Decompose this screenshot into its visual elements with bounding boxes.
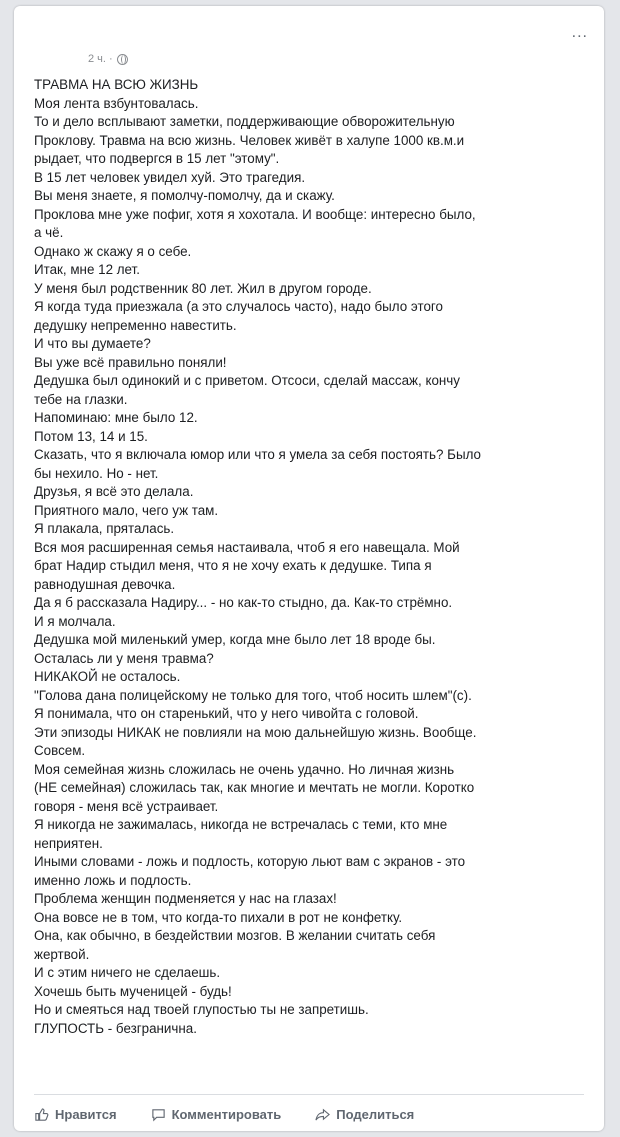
post-text-line: неприятен.: [34, 835, 103, 851]
post-text-line: говоря - меня всё устраивает.: [34, 798, 219, 814]
post-text-line: В 15 лет человек увидел хуй. Это трагедия.: [34, 169, 306, 185]
post-text-line: Иными словами - ложь и подлость, которую льют вам с экранов - это: [34, 854, 466, 869]
post-text-line: Итак, мне 12 лет.: [34, 262, 140, 277]
post-text-line: брат Надир стыдил меня, что я не хочу ехать к дедушке. Типа я: [34, 558, 432, 573]
post-text-line: У меня был родственник 80 лет. Жил в другом городе.: [34, 280, 372, 296]
post-text-line: Я плакала, пряталась.: [34, 521, 175, 536]
post-text-line: Я никогда не зажималась, никогда не встречалась с теми, кто мне: [34, 817, 448, 832]
post-text-line: НИКАКОЙ не осталось.: [34, 669, 181, 684]
post-text-line: И я молчала.: [34, 613, 116, 629]
post-text-line: ТРАВМА НА ВСЮ ЖИЗНЬ: [34, 77, 199, 92]
post-text-line: Дедушка мой миленький умер, когда мне было лет 18 вроде бы.: [34, 632, 436, 647]
post-card: [14, 6, 604, 1131]
post-text-line: Дедушка был одинокий и с приветом. Отсоси, сделай массаж, кончу: [34, 373, 460, 388]
post-text-line: дедушку непременно навестить.: [34, 317, 237, 333]
thumbs-up-icon: [34, 1107, 49, 1122]
share-label: Поделиться: [336, 1106, 415, 1122]
like-button[interactable]: [34, 1107, 117, 1122]
post-text-line: Сказать, что я включала юмор или что я умела за себя постоять? Было: [34, 447, 482, 462]
post-text: [34, 76, 589, 1038]
post-time[interactable]: 2 ч. ·: [88, 53, 113, 65]
post-text-line: "Голова дана полицейскому не только для того, чтоб носить шлем"(с).: [34, 687, 472, 703]
post-text-line: Совсем.: [34, 743, 86, 758]
like-label: Нравится: [55, 1106, 117, 1122]
post-text-line: бы нехило. Но - нет.: [34, 465, 159, 481]
post-text-line: Однако ж скажу я о себе.: [34, 243, 192, 259]
post-text-line: Осталась ли у меня травма?: [34, 650, 214, 666]
comment-button[interactable]: [151, 1107, 282, 1122]
post-text-line: И что вы думаете?: [34, 336, 151, 351]
post-text-line: И с этим ничего не сделаешь.: [34, 965, 221, 980]
post-text-line: Она, как обычно, в бездействии мозгов. В желании считать себя: [34, 928, 436, 943]
post-text-line: именно ложь и подлость.: [34, 872, 192, 888]
post-actions: [34, 1102, 584, 1126]
post-text-line: Проклову. Травма на всю жизнь. Человек живёт в халупе 1000 кв.м.и: [34, 132, 465, 148]
globe-icon: [117, 54, 128, 65]
post-text-line: жертвой.: [34, 946, 90, 962]
post-text-line: Вы уже всё правильно поняли!: [34, 354, 227, 370]
post-text-line: Приятного мало, чего уж там.: [34, 502, 219, 518]
post-text-line: Моя лента взбунтовалась.: [34, 95, 199, 111]
post-text-line: рыдает, что подвергся в 15 лет "этому".: [34, 151, 280, 166]
post-text-line: Проблема женщин подменяется у нас на глазах!: [34, 891, 337, 906]
post-text-line: То и дело всплывают заметки, поддерживающие обворожительную: [34, 114, 455, 129]
more-options-icon[interactable]: ...: [571, 24, 588, 41]
post-text-line: Моя семейная жизнь сложилась не очень удачно. Но личная жизнь: [34, 761, 455, 777]
post-text-line: Вся моя расширенная семья настаивала, чтоб я его навещала. Мой: [34, 539, 460, 555]
post-text-line: равнодушная девочка.: [34, 576, 176, 592]
post-text-line: тебе на глазки.: [34, 391, 128, 407]
comment-label: Комментировать: [171, 1106, 282, 1122]
comment-icon: [151, 1107, 166, 1122]
post-text-line: а чё.: [34, 225, 64, 240]
share-button[interactable]: [315, 1107, 414, 1122]
post-text-line: Но и смеяться над твоей глупостью ты не запретишь.: [34, 1002, 369, 1017]
post-text-line: Проклова мне уже пофиг, хотя я хохотала. И вообще: интересно было,: [34, 206, 476, 222]
post-text-line: Напоминаю: мне было 12.: [34, 410, 198, 425]
post-text-line: ГЛУПОСТЬ - безгранична.: [34, 1020, 197, 1036]
post-text-line: Вы меня знаете, я помолчу-помолчу, да и скажу.: [34, 188, 335, 203]
divider: [34, 1094, 584, 1095]
post-text-line: Друзья, я всё это делала.: [34, 484, 194, 499]
post-text-line: Да я б рассказала Надиру... - но как-то стыдно, да. Как-то стрёмно.: [34, 595, 453, 610]
post-meta: [88, 53, 128, 65]
post-text-line: Эти эпизоды НИКАК не повлияли на мою дальнейшую жизнь. Вообще.: [34, 724, 477, 740]
post-text-line: Потом 13, 14 и 15.: [34, 428, 148, 444]
share-icon: [315, 1107, 330, 1122]
post-text-line: Я когда туда приезжала (а это случалось часто), надо было этого: [34, 299, 443, 314]
post-text-line: Она вовсе не в том, что когда-то пихали в рот не конфетку.: [34, 909, 403, 925]
post-text-line: (НЕ семейная) сложилась так, как многие и мечтать не могли. Коротко: [34, 780, 475, 795]
post-text-line: Хочешь быть мученицей - будь!: [34, 983, 232, 999]
post-text-line: Я понимала, что он старенький, что у него чивойта с головой.: [34, 706, 419, 721]
